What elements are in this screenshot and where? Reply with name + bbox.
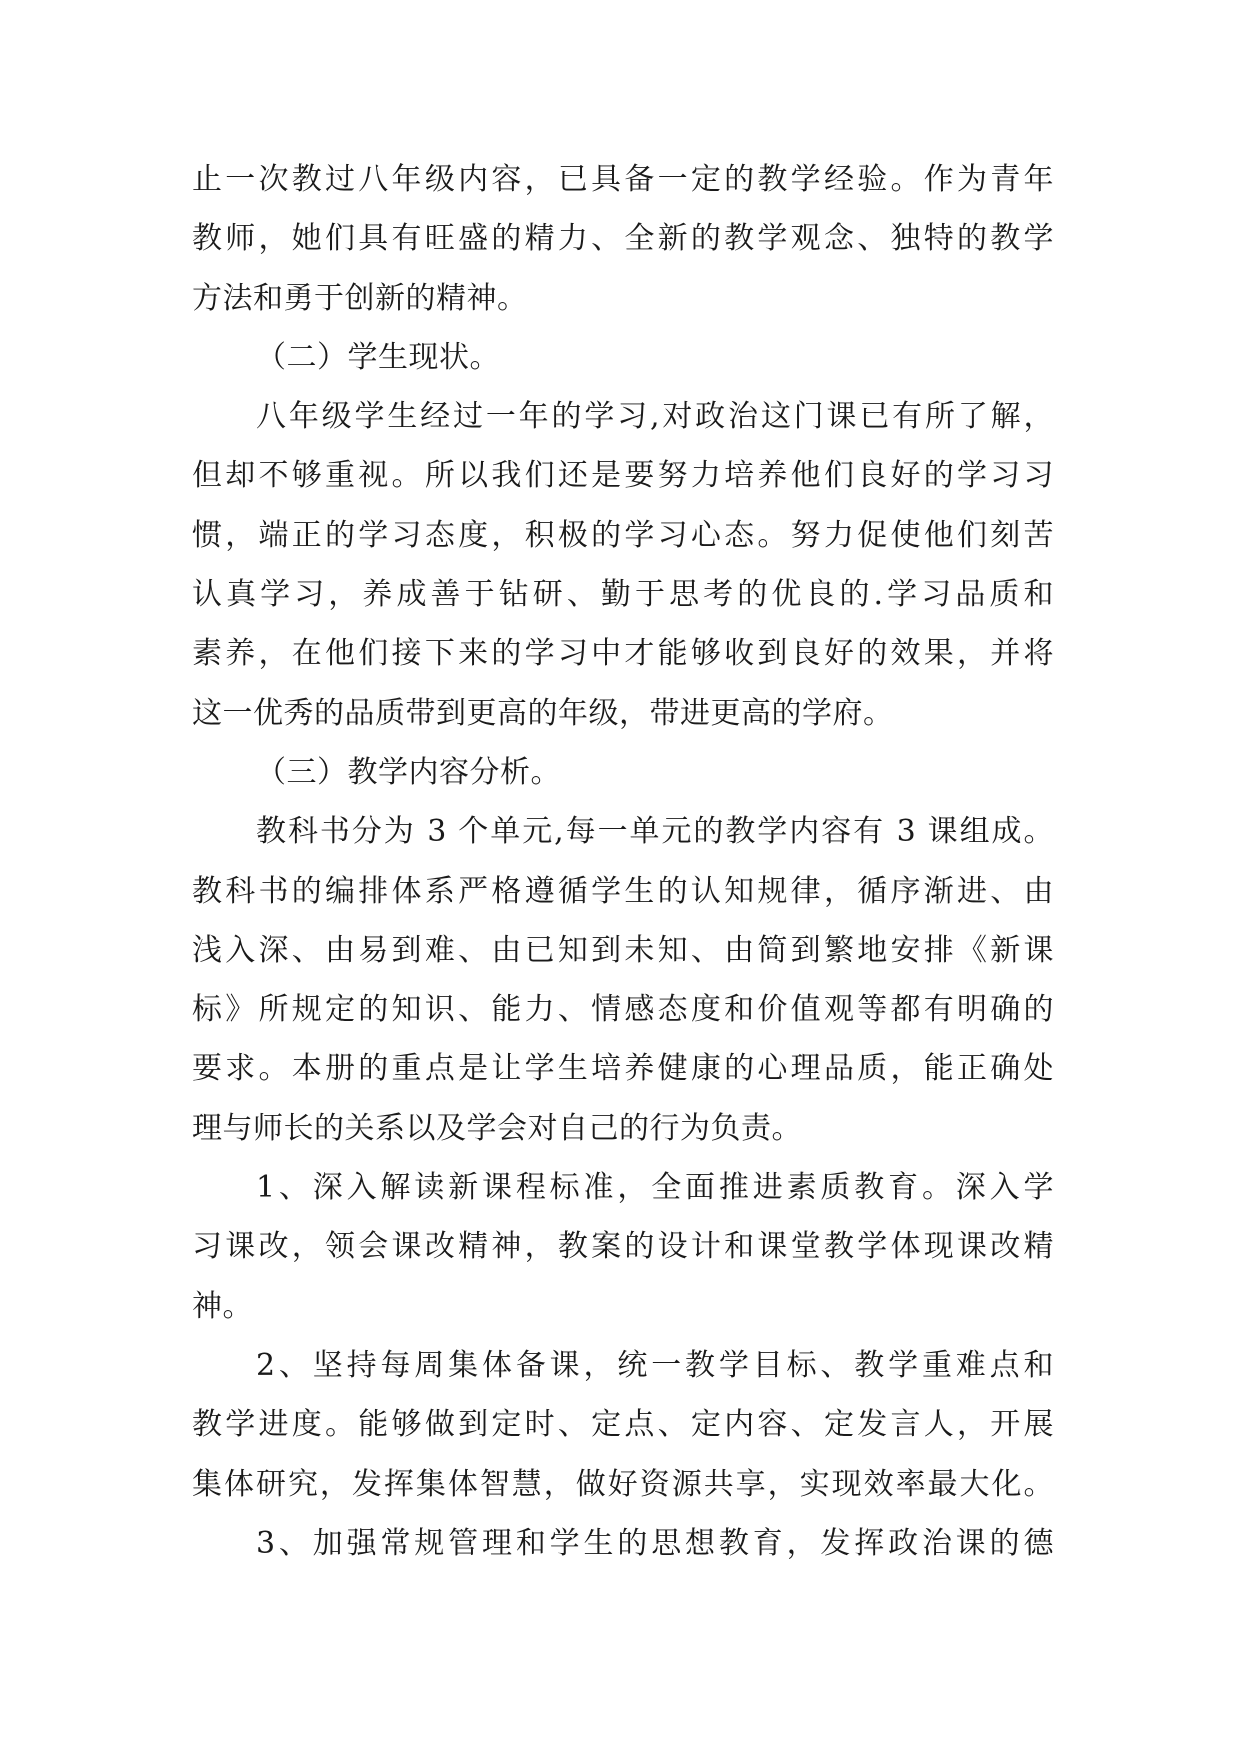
text-line: 浅入深、由易到难、由已知到未知、由简到繁地安排《新课	[192, 932, 1054, 968]
text-line: （二）学生现状。	[256, 339, 500, 375]
text-line: 神。	[192, 1288, 253, 1324]
text-line: （三）教学内容分析。	[256, 754, 561, 790]
text-line: 习课改，领会课改精神，教案的设计和课堂教学体现课改精	[192, 1229, 1054, 1265]
text-line: 方法和勇于创新的精神。	[192, 280, 528, 316]
text-line: 教科书分为 3 个单元,每一单元的教学内容有 3 课组成。	[256, 814, 1054, 850]
text-line: 教科书的编排体系严格遵循学生的认知规律，循序渐进、由	[192, 873, 1054, 909]
text-line: 3、加强常规管理和学生的思想教育，发挥政治课的德	[256, 1525, 1054, 1561]
text-line: 集体研究，发挥集体智慧，做好资源共享，实现效率最大化。	[192, 1466, 1054, 1502]
text-line: 要求。本册的重点是让学生培养健康的心理品质，能正确处	[192, 1051, 1054, 1087]
document-page	[192, 150, 1054, 1573]
text-line: 教学进度。能够做到定时、定点、定内容、定发言人，开展	[192, 1407, 1054, 1443]
text-line: 理与师长的关系以及学会对自己的行为负责。	[192, 1110, 802, 1146]
text-line: 但却不够重视。所以我们还是要努力培养他们良好的学习习	[192, 458, 1054, 494]
text-line: 标》所规定的知识、能力、情感态度和价值观等都有明确的	[192, 992, 1054, 1028]
text-line: 教师，她们具有旺盛的精力、全新的教学观念、独特的教学	[192, 221, 1054, 257]
text-line: 止一次教过八年级内容，已具备一定的教学经验。作为青年	[192, 162, 1054, 197]
text-line: 八年级学生经过一年的学习,对政治这门课已有所了解，	[256, 399, 1054, 435]
text-line: 1、深入解读新课程标准，全面推进素质教育。深入学	[256, 1170, 1054, 1206]
text-line: 2、坚持每周集体备课，统一教学目标、教学重难点和	[256, 1347, 1054, 1383]
document-body	[192, 150, 1054, 1573]
text-line: 素养，在他们接下来的学习中才能够收到良好的效果，并将	[192, 636, 1054, 672]
text-line: 这一优秀的品质带到更高的年级，带进更高的学府。	[192, 695, 894, 731]
text-line: 认真学习，养成善于钻研、勤于思考的优良的.学习品质和	[192, 577, 1054, 613]
text-line: 惯，端正的学习态度，积极的学习心态。努力促使他们刻苦	[192, 517, 1054, 553]
